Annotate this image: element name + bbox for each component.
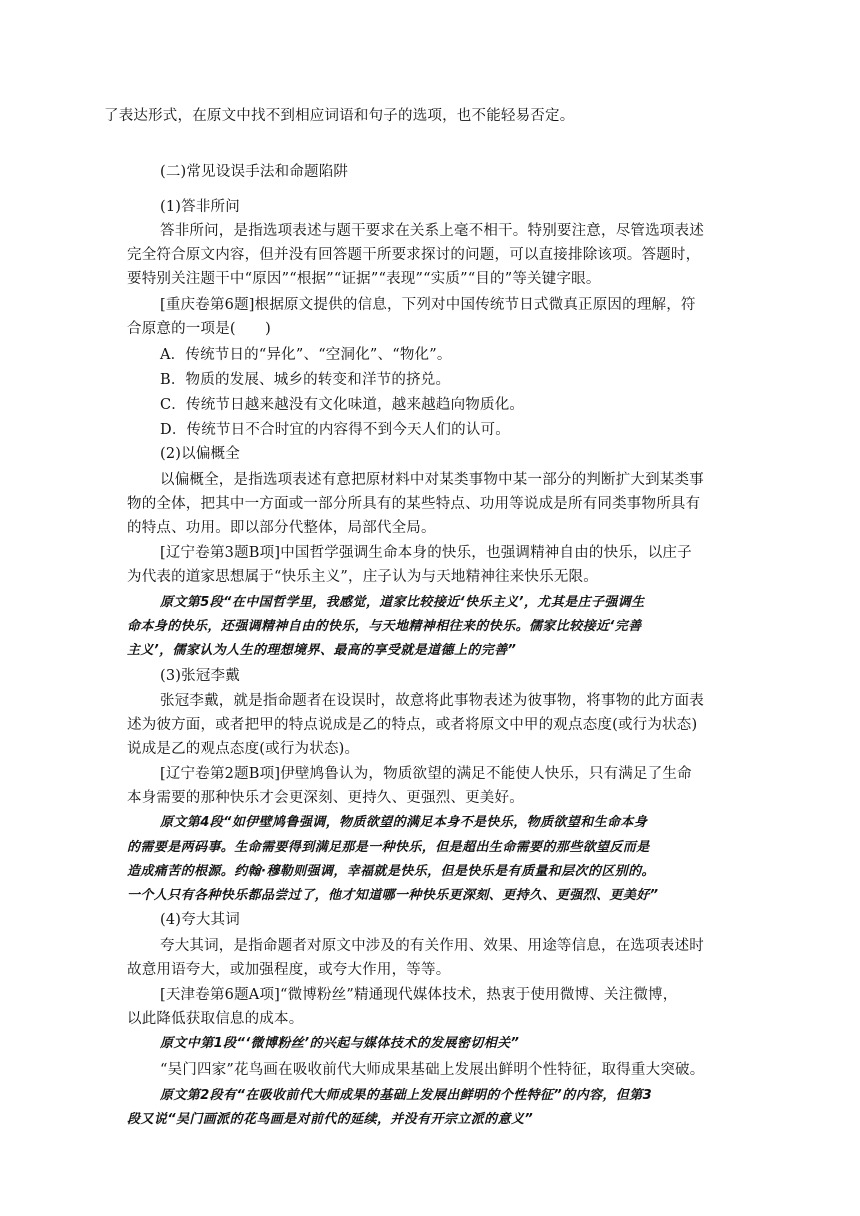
paragraph-line: 以偏概全，是指选项表述有意把原材料中对某类事物中某一部分的判断扩大到某类事 xyxy=(160,472,704,488)
example-question: [天津卷第6题A项]“微博粉丝”精通现代媒体技术，热衷于使用微博、关注微博， xyxy=(160,987,678,1003)
paragraph-line: 了表达形式，在原文中找不到相应词语和句子的选项，也不能轻易否定。 xyxy=(104,108,575,124)
option-d: D．传统节日不合时宜的内容得不到今天人们的认可。 xyxy=(160,422,510,438)
subsection-heading: (4)夸大其词 xyxy=(160,912,240,928)
paragraph-line: 述为彼方面，或者把甲的特点说成是乙的特点，或者将原文中甲的观点态度(或行为状态) xyxy=(127,717,698,733)
source-quote: 一个人只有各种快乐都品尝过了，他才知道哪一种快乐更深刻、更持久、更强烈、更美好” xyxy=(127,888,659,903)
paragraph-line: 物的全体，把其中一方面或一部分所具有的某些特点、功用等说成是所有同类事物所具有 xyxy=(127,496,701,512)
option-b: B．物质的发展、城乡的转变和洋节的挤兑。 xyxy=(160,372,451,388)
example-question: 合原意的一项是( ) xyxy=(127,321,272,337)
source-quote: 主义’，儒家认为人生的理想境界、最高的享受就是道德上的完善” xyxy=(127,643,517,658)
paragraph-line: 夸大其词，是指命题者对原文中涉及的有关作用、效果、用途等信息，在选项表述时 xyxy=(160,938,704,954)
source-quote: 原文第4段“如伊壁鸠鲁强调，物质欲望的满足本身不是快乐，物质欲望和生命本身 xyxy=(160,815,648,830)
paragraph-line: 的特点、功用。即以部分代整体，局部代全局。 xyxy=(127,520,436,536)
option-a: A．传统节日的“异化”、“空洞化”、“物化”。 xyxy=(160,347,452,363)
example-statement: “吴门四家”花鸟画在吸收前代大师成果基础上发展出鲜明个性特征，取得重大突破。 xyxy=(160,1062,705,1078)
paragraph-line: 要特别关注题干中“原因”“根据”“证据”“表现”“实质”“目的”等关键字眼。 xyxy=(127,271,601,287)
example-question: 以此降低获取信息的成本。 xyxy=(127,1011,304,1027)
source-quote: 造成痛苦的根源。约翰·穆勒则强调，幸福就是快乐，但是快乐是有质量和层次的区别的。 xyxy=(127,864,655,879)
paragraph-line: 说成是乙的观点态度(或行为状态)。 xyxy=(127,741,360,757)
source-quote: 原文第5段“在中国哲学里，我感觉，道家比较接近‘快乐主义’，尤其是庄子强调生 xyxy=(160,595,645,610)
source-quote: 原文中第1段“‘微博粉丝’的兴起与媒体技术的发展密切相关” xyxy=(160,1036,520,1051)
source-quote: 命本身的快乐，还强调精神自由的快乐，与天地精神相往来的快乐。儒家比较接近‘完善 xyxy=(127,619,642,634)
source-quote: 段又说“吴门画派的花鸟画是对前代的延续，并没有开宗立派的意义” xyxy=(127,1112,534,1127)
example-question: [重庆卷第6题]根据原文提供的信息，下列对中国传统节日式微真正原因的理解，符 xyxy=(160,297,696,313)
source-quote: 的需要是两码事。生命需要得到满足那是一种快乐，但是超出生命需要的那些欲望反而是 xyxy=(127,840,650,855)
source-quote: 原文第2段有“在吸收前代大师成果的基础上发展出鲜明的个性特征”的内容，但第3 xyxy=(160,1088,653,1103)
paragraph-line: 张冠李戴，就是指命题者在设误时，故意将此事物表述为彼事物，将事物的此方面表 xyxy=(160,693,704,709)
subsection-heading: (2)以偏概全 xyxy=(160,446,240,462)
paragraph-line: 故意用语夸大，或加强程度，或夸大作用，等等。 xyxy=(127,962,451,978)
paragraph-line: 完全符合原文内容，但并没有回答题干所要求探讨的问题，可以直接排除该项。答题时， xyxy=(127,247,701,263)
subsection-heading: (3)张冠李戴 xyxy=(160,668,240,684)
subsection-heading: (1)答非所问 xyxy=(160,199,240,215)
example-question: 本身需要的那种快乐才会更深刻、更持久、更强烈、更美好。 xyxy=(127,790,524,806)
example-question: 为代表的道家思想属于“快乐主义”，庄子认为与天地精神往来快乐无限。 xyxy=(127,569,598,585)
example-question: [辽宁卷第3题B项]中国哲学强调生命本身的快乐，也强调精神自由的快乐，以庄子 xyxy=(160,545,692,561)
section-heading: (二)常见设误手法和命题陷阱 xyxy=(160,164,349,180)
paragraph-line: 答非所问，是指选项表述与题干要求在关系上毫不相干。特别要注意，尽管选项表述 xyxy=(160,223,704,239)
example-question: [辽宁卷第2题B项]伊壁鸠鲁认为，物质欲望的满足不能使人快乐，只有满足了生命 xyxy=(160,766,692,782)
option-c: C．传统节日越来越没有文化味道，越来越趋向物质化。 xyxy=(160,397,525,413)
